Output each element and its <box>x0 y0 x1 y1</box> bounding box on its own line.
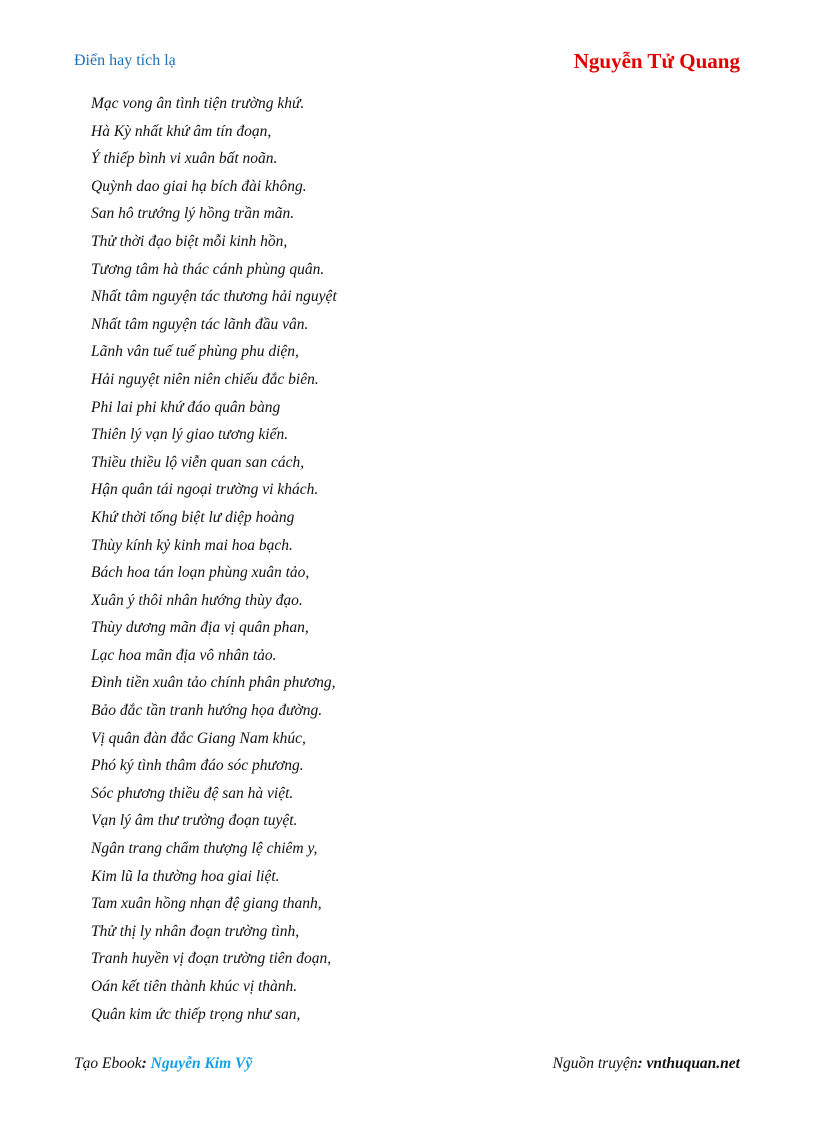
poem-line: Phi lai phi khứ đáo quân bàng <box>91 398 281 416</box>
poem-line: Vạn lý âm thư trường đoạn tuyệt. <box>91 812 298 830</box>
poem-line: Bảo đắc tần tranh hướng họa đường. <box>91 702 323 720</box>
source-label: Nguồn truyện <box>552 1055 638 1072</box>
section-title: Điển hay tích lạ <box>74 52 176 69</box>
poem-line: Oán kết tiên thành khúc vị thành. <box>91 978 298 995</box>
ebook-creator: Nguyễn Kim Vỹ <box>150 1055 253 1072</box>
source-site: vnthuquan.net <box>646 1055 740 1072</box>
poem-line: Xuân ý thôi nhân hướng thùy đạo. <box>91 591 303 609</box>
poem-line: Khứ thời tống biệt lư diệp hoàng <box>91 508 295 526</box>
poem-line: Thùy kính kỷ kinh mai hoa bạch. <box>91 536 293 554</box>
poem-line: Ngân trang chẩm thượng lệ chiêm y, <box>91 840 318 858</box>
poem-line: Phó ký tình thâm đáo sóc phương. <box>91 757 304 775</box>
source-credit <box>553 1055 740 1073</box>
source-colon: : <box>637 1055 647 1072</box>
poem-body <box>91 94 337 1032</box>
poem-line: Nhất tâm nguyện tác lãnh đầu vân. <box>91 315 309 333</box>
poem-line: Hải nguyệt niên niên chiếu đắc biên. <box>91 370 319 388</box>
poem-line: Tranh huyền vị đoạn trường tiên đoạn, <box>91 950 332 968</box>
poem-line: Lạc hoa mãn địa vô nhân tảo. <box>91 646 277 664</box>
poem-line: Hà Kỳ nhất khứ âm tín đoạn, <box>91 122 272 140</box>
poem-line: San hô trướng lý hồng trần mãn. <box>91 205 295 223</box>
poem-line: Quân kim ức thiếp trọng như san, <box>91 1005 301 1023</box>
poem-line: Thùy dương mãn địa vị quân phan, <box>91 619 309 637</box>
ebook-label: Tạo Ebook <box>74 1055 142 1072</box>
poem-line: Ý thiếp bình vi xuân bất noãn. <box>91 150 278 168</box>
poem-line: Bách hoa tán loạn phùng xuân tảo, <box>91 564 310 582</box>
ebook-credit <box>74 1055 252 1073</box>
poem-line: Tương tâm hà thác cánh phùng quân. <box>91 260 325 278</box>
poem-line: Vị quân đàn đắc Giang Nam khúc, <box>91 729 306 747</box>
poem-line: Kim lũ la thường hoa giai liệt. <box>91 867 280 885</box>
author-name: Nguyễn Tử Quang <box>573 49 740 73</box>
poem-line: Đình tiền xuân tảo chính phân phương, <box>91 674 336 692</box>
ebook-colon: : <box>141 1055 151 1072</box>
poem-line: Thiên lý vạn lý giao tương kiến. <box>91 426 289 444</box>
poem-line: Lãnh vân tuế tuế phùng phu diện, <box>91 343 299 361</box>
poem-line: Mạc vong ân tình tiện trường khứ. <box>91 95 305 112</box>
poem-line: Sóc phương thiều đệ san hà việt. <box>91 784 294 802</box>
poem-line: Quỳnh dao giai hạ bích đài không. <box>91 177 307 195</box>
poem-line: Thiều thiều lộ viễn quan san cách, <box>91 453 305 471</box>
poem-line: Nhất tâm nguyện tác thương hải nguyệt <box>91 288 337 306</box>
poem-line: Tam xuân hồng nhạn đệ giang thanh, <box>91 895 322 913</box>
poem-line: Thử thời đạo biệt mỗi kinh hồn, <box>91 232 288 250</box>
poem-line: Thử thị ly nhân đoạn trường tình, <box>91 922 300 940</box>
poem-line: Hận quân tái ngoại trường vi khách. <box>91 481 319 499</box>
